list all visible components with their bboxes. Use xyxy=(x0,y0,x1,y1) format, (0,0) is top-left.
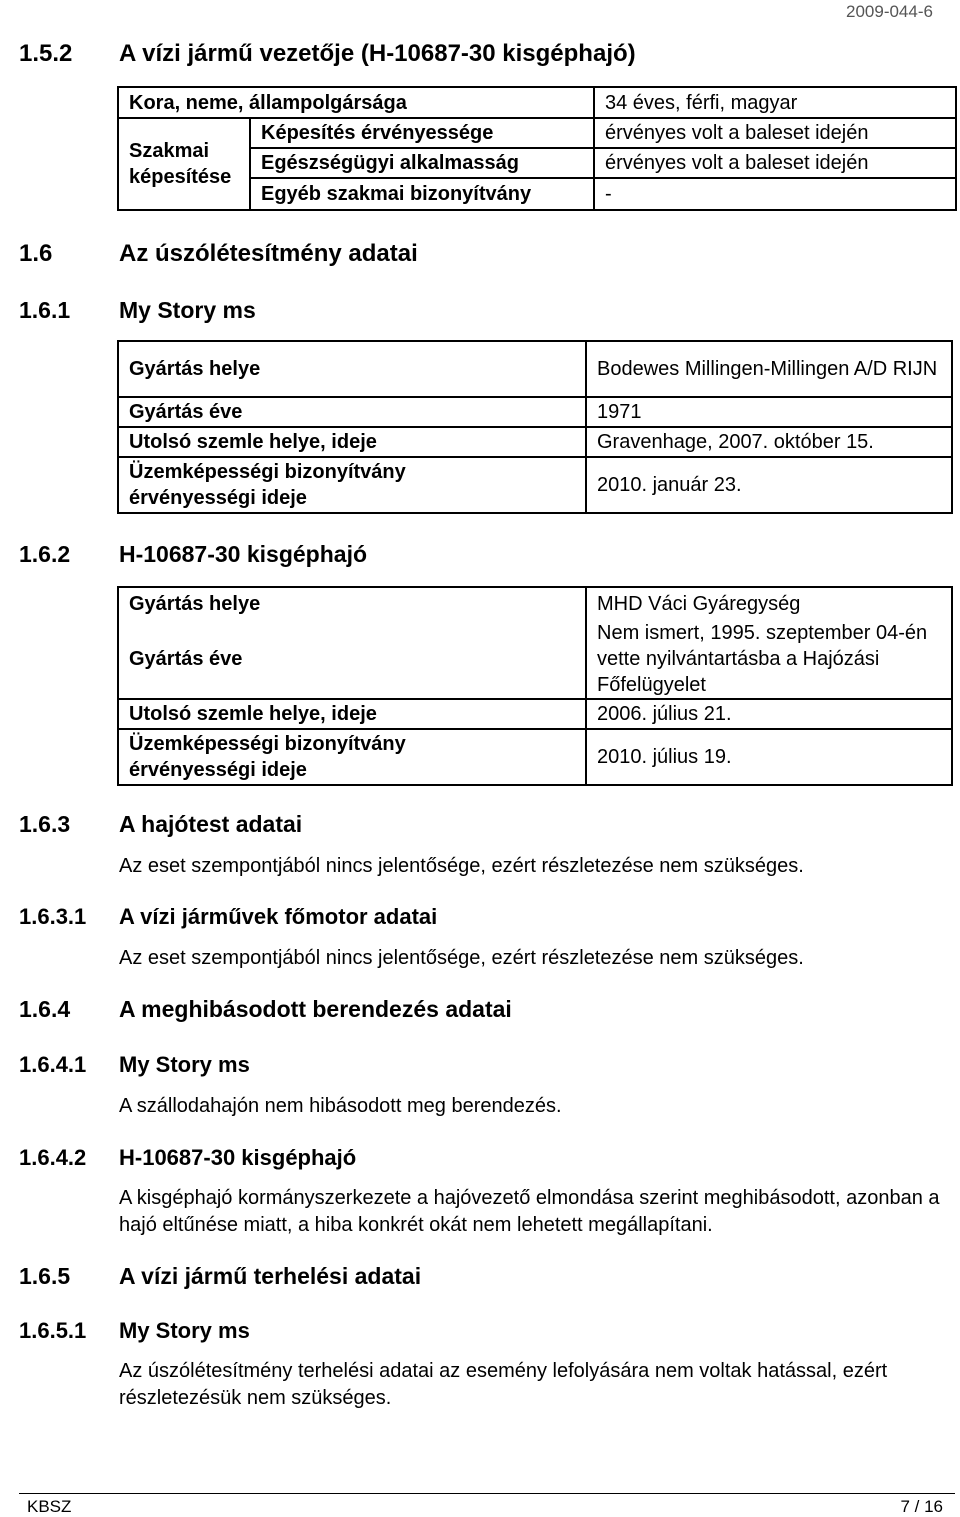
section-heading-1-6-1 xyxy=(19,297,919,327)
qualification-label: Szakmai képesítése xyxy=(118,118,250,210)
row-label: Utolsó szemle helye, ideje xyxy=(118,427,586,457)
section-title: Az úszólétesítmény adatai xyxy=(119,240,418,267)
row-label: Gyártás éve xyxy=(118,619,586,699)
footer-divider xyxy=(19,1493,955,1494)
qualification-row-label: Egészségügyi alkalmasság xyxy=(250,148,594,178)
section-heading-1-6-3-1 xyxy=(19,904,919,934)
row-value: MHD Váci Gyáregység xyxy=(586,587,952,619)
my-story-table xyxy=(117,340,953,514)
footer-left: KBSZ xyxy=(27,1497,72,1516)
row-value: 2010. július 19. xyxy=(586,729,952,785)
paragraph: Az úszólétesítmény terhelési adatai az esemény lefolyására nem voltak hatással, ezért részletezésük nem szükséges. xyxy=(119,1360,888,1409)
row-value: 2006. július 21. xyxy=(586,699,952,729)
section-title: A vízi jármű terhelési adatai xyxy=(119,1263,422,1289)
row-label: Üzemképességi bizonyítvány érvényességi ideje xyxy=(118,457,586,513)
section-heading-1-5-2 xyxy=(19,40,919,72)
section-number: 1.6.1 xyxy=(19,297,71,323)
paragraph: Az eset szempontjából nincs jelentősége, ezért részletezése nem szükséges. xyxy=(119,947,804,969)
age-label: Kora, neme, állampolgársága xyxy=(118,87,594,118)
section-number: 1.5.2 xyxy=(19,40,73,67)
section-heading-1-6-4-2 xyxy=(19,1145,919,1175)
section-heading-1-6-2 xyxy=(19,541,919,571)
qualification-row-value: érvényes volt a baleset idején xyxy=(594,148,956,178)
row-label: Utolsó szemle helye, ideje xyxy=(118,699,586,729)
row-label: Üzemképességi bizonyítvány érvényességi ideje xyxy=(118,729,586,785)
section-heading-1-6-3 xyxy=(19,811,919,841)
section-number: 1.6.5 xyxy=(19,1263,71,1289)
section-title: My Story ms xyxy=(119,1318,250,1343)
section-heading-1-6-5 xyxy=(19,1263,919,1293)
section-number: 1.6.5.1 xyxy=(19,1318,87,1343)
section-number: 1.6.4.2 xyxy=(19,1145,87,1170)
row-value: 1971 xyxy=(586,397,952,427)
qualification-row-label: Egyéb szakmai bizonyítvány xyxy=(250,178,594,210)
section-title: A meghibásodott berendezés adatai xyxy=(119,996,512,1022)
row-label: Gyártás helye xyxy=(118,341,586,397)
boat-table xyxy=(117,586,953,786)
section-heading-1-6-4 xyxy=(19,996,919,1026)
qualification-row-value: - xyxy=(594,178,956,210)
section-heading-1-6-4-1 xyxy=(19,1052,919,1082)
section-number: 1.6 xyxy=(19,240,53,267)
paragraph: A szállodahajón nem hibásodott meg berendezés. xyxy=(119,1095,562,1117)
section-title: My Story ms xyxy=(119,297,256,323)
section-title: H-10687-30 kisgéphajó xyxy=(119,1145,357,1170)
section-title: My Story ms xyxy=(119,1052,250,1077)
row-value: Nem ismert, 1995. szeptember 04-én vette nyilvántartásba a Hajózási Főfelügyelet xyxy=(586,619,952,699)
section-number: 1.6.3.1 xyxy=(19,904,87,929)
paragraph: A kisgéphajó kormányszerkezete a hajóvezető elmondása szerint meghibásodott, azonban a hajó eltűnése miatt, a hiba konkrét okát nem lehetett megállapítani. xyxy=(119,1187,940,1236)
section-title: A vízi járművek főmotor adatai xyxy=(119,904,438,929)
paragraph: Az eset szempontjából nincs jelentősége, ezért részletezése nem szükséges. xyxy=(119,855,804,877)
row-label: Gyártás helye xyxy=(118,587,586,619)
section-number: 1.6.4.1 xyxy=(19,1052,87,1077)
document-id: 2009-044-6 xyxy=(846,2,933,21)
section-title: A hajótest adatai xyxy=(119,811,303,837)
section-title: H-10687-30 kisgéphajó xyxy=(119,541,368,567)
section-number: 1.6.4 xyxy=(19,996,71,1022)
age-value: 34 éves, férfi, magyar xyxy=(594,87,956,118)
row-label: Gyártás éve xyxy=(118,397,586,427)
row-value: Gravenhage, 2007. október 15. xyxy=(586,427,952,457)
qualification-row-label: Képesítés érvényessége xyxy=(250,118,594,148)
section-title: A vízi jármű vezetője (H-10687-30 kisgéphajó) xyxy=(119,40,636,67)
row-value: Bodewes Millingen-Millingen A/D RIJN xyxy=(586,341,952,397)
section-heading-1-6-5-1 xyxy=(19,1318,919,1348)
row-value: 2010. január 23. xyxy=(586,457,952,513)
page-number: 7 / 16 xyxy=(900,1497,943,1516)
driver-table xyxy=(117,86,957,211)
section-number: 1.6.2 xyxy=(19,541,71,567)
section-heading-1-6 xyxy=(19,240,919,272)
section-number: 1.6.3 xyxy=(19,811,71,837)
qualification-row-value: érvényes volt a baleset idején xyxy=(594,118,956,148)
